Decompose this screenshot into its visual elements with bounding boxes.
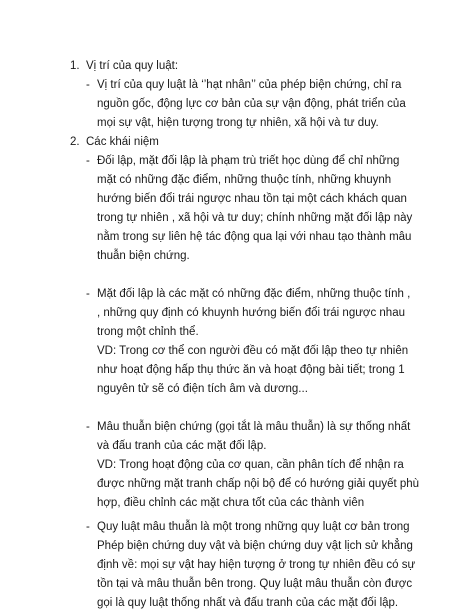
example-line: nguyên tử sẽ có điện tích âm và dương... (97, 383, 308, 395)
example-line: VD: Trong hoạt động của cơ quan, cần phân tích để nhận ra (97, 459, 404, 471)
section-2-heading: Các khái niệm (86, 136, 159, 148)
paragraph-line: thuẫn biện chứng. (97, 250, 190, 262)
paragraph-line: định về: mọi sự vật hay hiện tượng ở trong tự nhiên đều có sự (97, 559, 416, 571)
paragraph-line: tồn tại và mâu thuẫn bên trong. Quy luật mâu thuẫn còn được (97, 578, 413, 590)
example-line: VD: Trong cơ thể con người đều có mặt đối lập theo tự nhiên (97, 345, 409, 357)
bullet-dash: - (86, 288, 90, 300)
paragraph-line: Đối lập, mặt đối lập là phạm trù triết học dùng để chỉ những (97, 155, 400, 167)
paragraph-line: Mâu thuẫn biện chứng (gọi tắt là mâu thuẫn) là sự thống nhất (97, 421, 411, 433)
example-line: như hoạt động hấp thụ thức ăn và hoạt động bài tiết; trong 1 (97, 364, 405, 376)
example-line: được những mặt tranh chấp nội bộ để có hướng giải quyết phù (97, 478, 420, 490)
paragraph-line: nguồn gốc, động lực cơ bản của sự vận động, phát triển của (97, 98, 406, 110)
paragraph-line: , những quy định có khuynh hướng biến đổi trái ngược nhau (97, 307, 405, 319)
section-1-heading: Vị trí của quy luật: (86, 60, 179, 72)
paragraph-line: gọi là quy luật thống nhất và đấu tranh của các mặt đối lập. (97, 597, 399, 609)
bullet-dash: - (86, 421, 90, 433)
example-line: hợp, điều chỉnh các mặt chưa tốt của các thành viên (97, 497, 365, 509)
paragraph-line: hướng biến đổi trái ngược nhau tồn tại một cách khách quan (97, 193, 407, 205)
paragraph-line: Mặt đối lập là các mặt có những đặc điểm, những thuộc tính , (97, 288, 411, 300)
paragraph-line: Phép biện chứng duy vật và biện chứng duy vật lịch sử khẳng (97, 540, 413, 552)
paragraph-line: mặt có những đặc điểm, những thuộc tính, những khuynh (97, 174, 392, 186)
paragraph-line: Quy luật mâu thuẫn là một trong những quy luật cơ bản trong (97, 521, 410, 533)
paragraph-line: trong tự nhiên , xã hội và tư duy; chính những mặt đối lập này (97, 212, 413, 224)
paragraph-line: trong một chỉnh thể. (97, 326, 199, 338)
section-1-number: 1. (70, 60, 80, 72)
paragraph-line: và đấu tranh của các mặt đối lập. (97, 440, 267, 452)
bullet-dash: - (86, 155, 90, 167)
bullet-dash: - (86, 521, 90, 533)
bullet-dash: - (86, 79, 90, 91)
paragraph-line: Vị trí của quy luật là ‘’hạt nhân’’ của phép biện chứng, chỉ ra (97, 79, 402, 91)
paragraph-line: mọi sự vật, hiện tượng trong tự nhiên, xã hội và tư duy. (97, 117, 379, 129)
section-2-number: 2. (70, 136, 80, 148)
paragraph-line: nằm trong sự liên hệ tác động qua lại với nhau tạo thành mâu (97, 231, 412, 243)
